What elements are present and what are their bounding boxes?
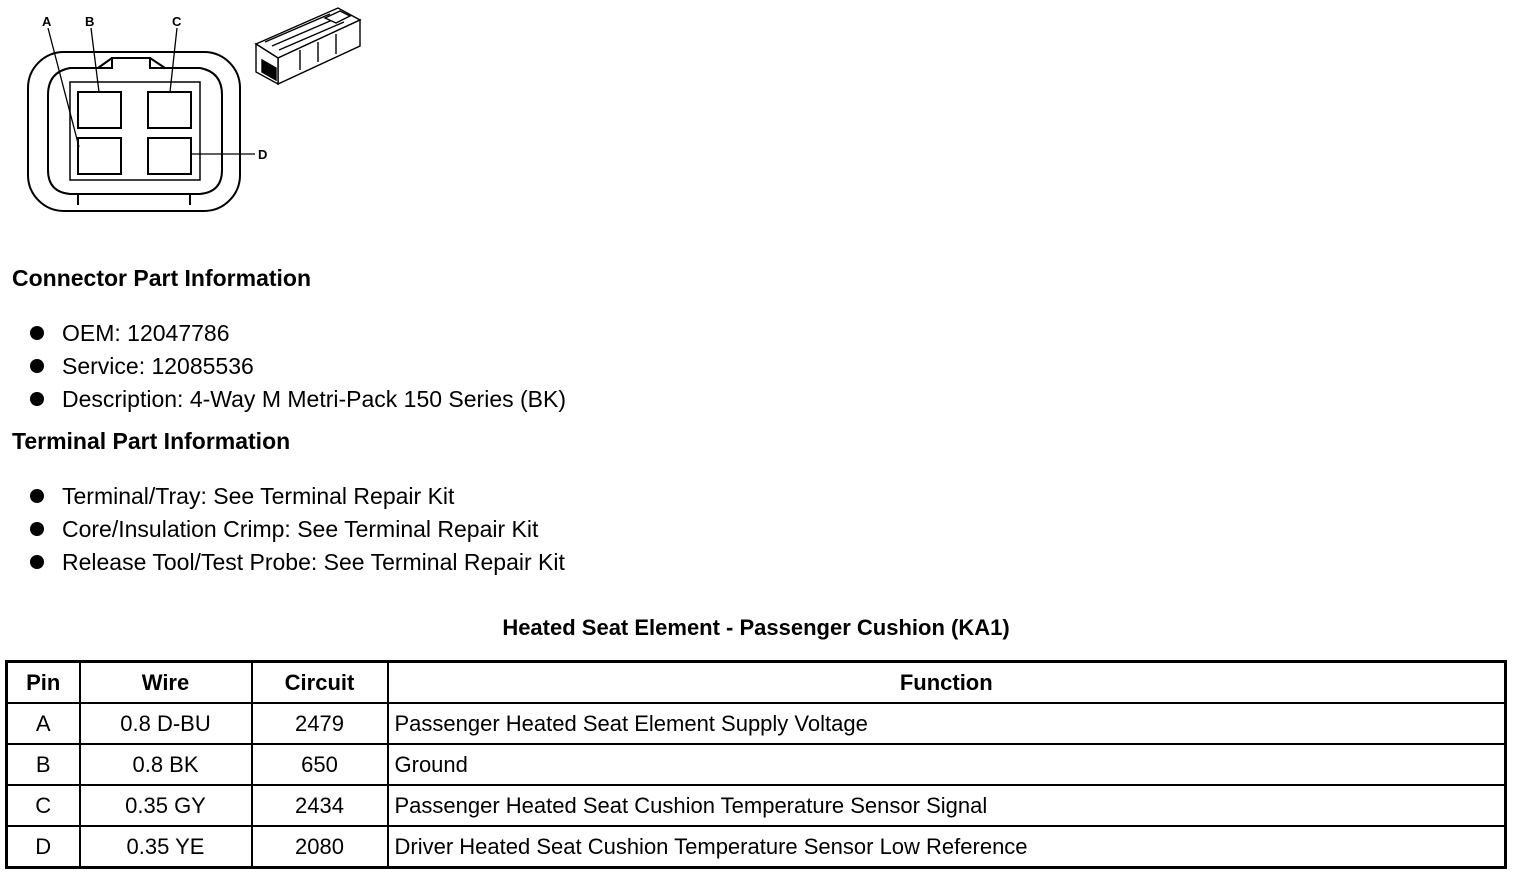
connector-diagram	[0, 0, 380, 220]
cell-wire: 0.8 D-BU	[80, 703, 252, 744]
connector-part-info-list	[28, 318, 566, 417]
list-item	[28, 318, 566, 351]
cavity-d	[148, 138, 191, 174]
cavity-b	[78, 92, 121, 128]
list-item-text: Release Tool/Test Probe: See Terminal Repair Kit	[62, 549, 565, 575]
cavity-c	[148, 92, 191, 128]
table-row	[7, 703, 1506, 744]
pinout-table-title: Heated Seat Element - Passenger Cushion (KA1)	[502, 615, 1010, 640]
cell-wire: 0.35 YE	[80, 826, 252, 868]
header-circuit: Circuit	[252, 662, 388, 704]
list-item-text: Terminal/Tray: See Terminal Repair Kit	[62, 483, 455, 509]
cell-circuit: 650	[252, 744, 388, 785]
cell-circuit: 2080	[252, 826, 388, 868]
cell-function: Ground	[388, 744, 1506, 785]
table-header-row	[7, 662, 1506, 704]
terminal-part-info-heading: Terminal Part Information	[12, 428, 291, 454]
list-item	[28, 351, 566, 384]
cell-pin: B	[7, 744, 80, 785]
pin-label-c: C	[172, 14, 182, 29]
table-row	[7, 744, 1506, 785]
bullet-icon	[30, 489, 44, 503]
header-function: Function	[388, 662, 1506, 704]
connector-isometric-icon	[256, 8, 360, 84]
pin-label-a: A	[42, 14, 52, 29]
bullet-icon	[30, 359, 44, 373]
header-pin: Pin	[7, 662, 80, 704]
cell-circuit: 2434	[252, 785, 388, 826]
list-item-text: Description: 4-Way M Metri-Pack 150 Series (BK)	[62, 386, 567, 412]
table-row	[7, 785, 1506, 826]
bullet-icon	[30, 326, 44, 340]
connector-part-info-heading: Connector Part Information	[12, 265, 312, 291]
terminal-part-info-list	[28, 481, 565, 580]
cell-circuit: 2479	[252, 703, 388, 744]
cell-function: Passenger Heated Seat Element Supply Voltage	[388, 703, 1506, 744]
list-item	[28, 514, 565, 547]
header-wire: Wire	[80, 662, 252, 704]
cell-function: Passenger Heated Seat Cushion Temperature Sensor Signal	[388, 785, 1506, 826]
table-row	[7, 826, 1506, 868]
pin-label-b: B	[85, 14, 95, 29]
bullet-icon	[30, 555, 44, 569]
bullet-icon	[30, 392, 44, 406]
list-item-text: OEM: 12047786	[62, 320, 230, 346]
cavity-a	[78, 138, 121, 174]
list-item	[28, 384, 566, 417]
cell-wire: 0.8 BK	[80, 744, 252, 785]
pin-label-d: D	[258, 147, 268, 162]
cell-pin: A	[7, 703, 80, 744]
pinout-table	[5, 660, 1507, 869]
bullet-icon	[30, 522, 44, 536]
list-item-text: Core/Insulation Crimp: See Terminal Repair Kit	[62, 516, 539, 542]
list-item	[28, 481, 565, 514]
cell-pin: C	[7, 785, 80, 826]
list-item-text: Service: 12085536	[62, 353, 254, 379]
cell-function: Driver Heated Seat Cushion Temperature Sensor Low Reference	[388, 826, 1506, 868]
list-item	[28, 547, 565, 580]
cell-pin: D	[7, 826, 80, 868]
cell-wire: 0.35 GY	[80, 785, 252, 826]
